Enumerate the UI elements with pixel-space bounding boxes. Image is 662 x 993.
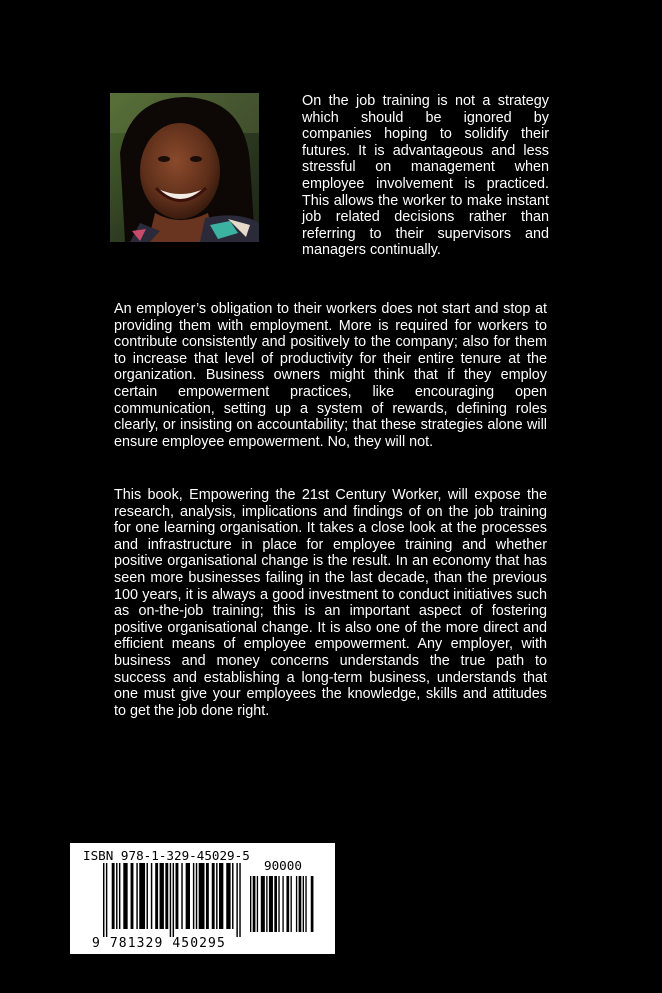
barcode-bar bbox=[226, 863, 230, 929]
barcode-bar bbox=[257, 876, 258, 932]
barcode-bar bbox=[116, 863, 117, 929]
barcode-bar bbox=[278, 876, 279, 932]
isbn-barcode bbox=[70, 843, 335, 954]
barcode-bar bbox=[131, 863, 134, 929]
barcode-bar bbox=[305, 876, 306, 932]
barcode-bar bbox=[170, 863, 171, 937]
barcode-bar bbox=[181, 863, 182, 929]
barcode-bar bbox=[147, 863, 148, 929]
intro-paragraph: On the job training is not a strategy which should be ignored by companies hoping to solidify their futures. It is advantageous and less stressful on management when employee involvement is practiced. This allows the worker to make instant job related decisions rather than referring to their supervisors and managers continually. bbox=[302, 93, 549, 259]
barcode-bar bbox=[165, 863, 168, 929]
barcode-bar bbox=[123, 863, 127, 929]
barcode-bar bbox=[193, 863, 194, 929]
barcode-bar bbox=[239, 863, 240, 937]
barcode-bar bbox=[250, 876, 251, 932]
barcode-bar bbox=[236, 863, 237, 937]
barcode-bar bbox=[212, 863, 215, 929]
addon-barcode-bars bbox=[250, 876, 322, 939]
barcode-bar bbox=[311, 876, 314, 932]
barcode-bar bbox=[176, 863, 179, 929]
barcode-bar bbox=[160, 863, 164, 929]
barcode-bar bbox=[173, 863, 174, 937]
ean-digits-label: 9 781329 450295 bbox=[92, 936, 226, 951]
barcode-bar bbox=[253, 876, 256, 932]
barcode-bar bbox=[299, 876, 302, 932]
barcode-bar bbox=[219, 863, 223, 929]
barcode-bar bbox=[186, 863, 190, 929]
barcode-bar bbox=[282, 876, 283, 932]
isbn-label: ISBN 978-1-329-45029-5 bbox=[83, 848, 250, 863]
obligation-paragraph: An employer’s obligation to their workers does not start and stop at providing them with employment. More is required for workers to contribute consistently and positively to the company; also for them to increase that level of productivity for their entire tenure at the organization. Business owners might think that if they employ certain empowerment practices, like encouraging open communication, setting up a system of rewards, defining roles clearly, or insisting on accountability; that these strategies alone will ensure employee empowerment. No, they will not. bbox=[114, 301, 547, 450]
barcode-bar bbox=[274, 876, 277, 932]
barcode-bar bbox=[106, 863, 107, 937]
barcode-bar bbox=[261, 876, 265, 932]
barcode-bar bbox=[286, 876, 289, 932]
ean-barcode-bars bbox=[103, 863, 243, 939]
barcode-bar bbox=[199, 863, 205, 929]
barcode-bar bbox=[296, 876, 297, 932]
barcode-bar bbox=[266, 876, 267, 932]
book-description-paragraph: This book, Empowering the 21st Century Worker, will expose the research, analysis, implications and findings of on the job training for one learning organisation. It takes a close look at the processes and infrastructure in place for employee training and whether positive organisational change is the result. In an economy that has seen more businesses failing in the last decade, than the previous 100 years, it is always a good investment to conduct initiatives such as on-the-job training; this is an important aspect of fostering positive organisational change. It is also one of the more direct and efficient means of employee empowerment. Any employer, with business and money concerns understands the true path to success and establishing a long-term business, understands that one must give your employees the knowledge, skills and attitudes to get the job done right. bbox=[114, 487, 547, 719]
barcode-bar bbox=[291, 876, 292, 932]
barcode-bar bbox=[103, 863, 104, 937]
barcode-bar bbox=[136, 863, 137, 929]
barcode-bar bbox=[216, 863, 217, 929]
barcode-bar bbox=[232, 863, 233, 929]
barcode-bar bbox=[119, 863, 120, 929]
barcode-bar bbox=[151, 863, 152, 929]
barcode-bar bbox=[196, 863, 197, 929]
price-code-label: 90000 bbox=[264, 858, 302, 873]
barcode-bar bbox=[269, 876, 273, 932]
barcode-bar bbox=[112, 863, 115, 929]
barcode-bar bbox=[206, 863, 209, 929]
barcode-bar bbox=[303, 876, 304, 932]
barcode-bar bbox=[139, 863, 145, 929]
barcode-bar bbox=[155, 863, 158, 929]
author-portrait-image bbox=[110, 93, 259, 242]
author-photo bbox=[110, 93, 259, 242]
